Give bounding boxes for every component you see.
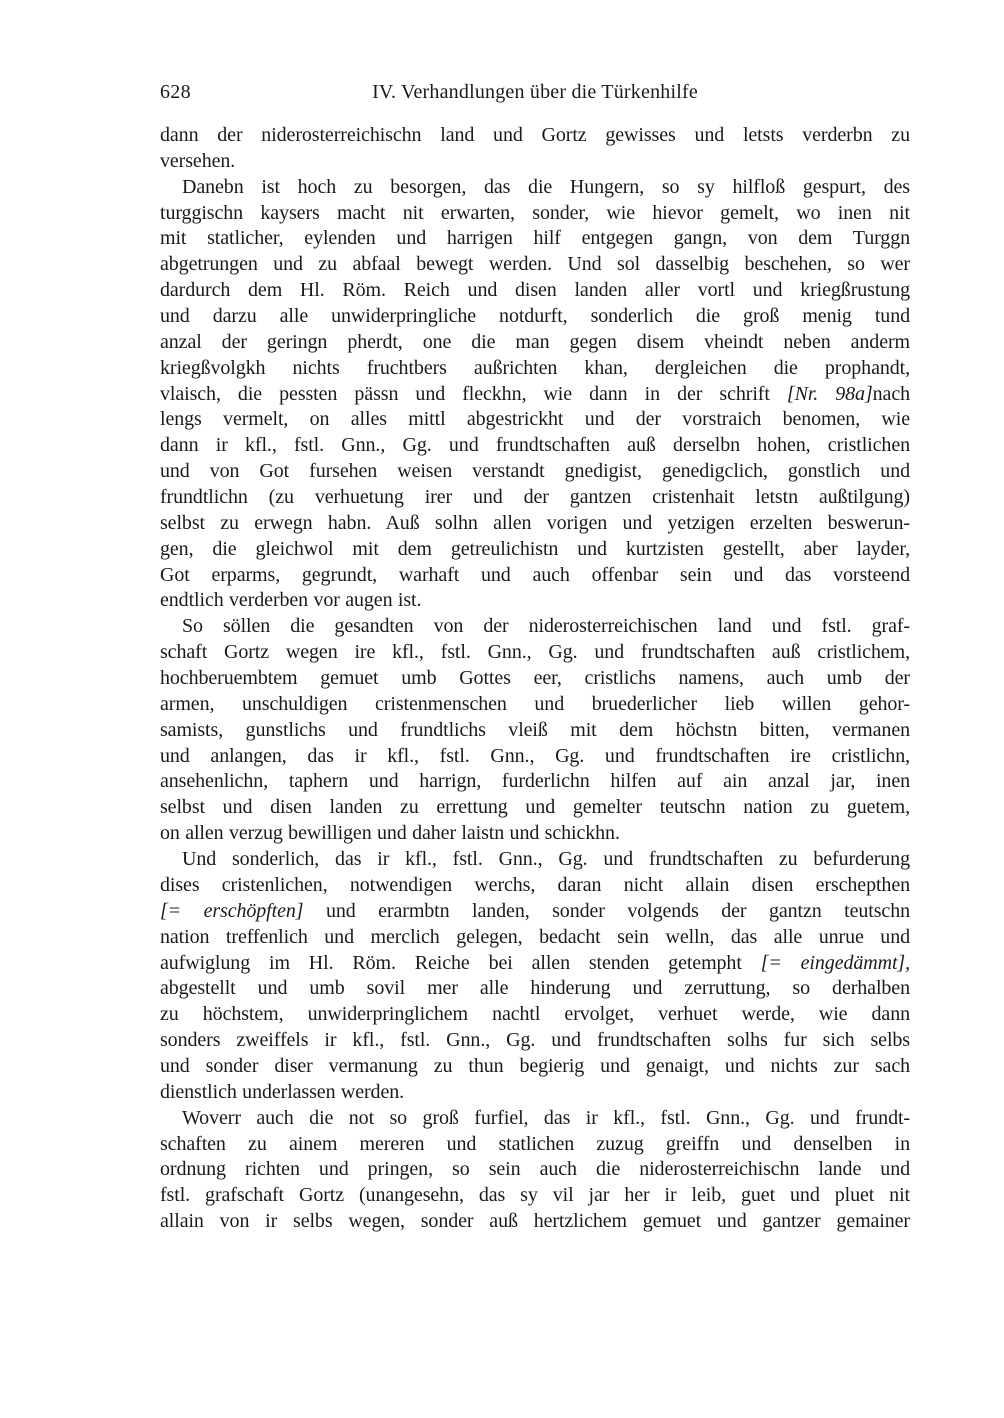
text-line bbox=[160, 459, 910, 485]
text-line bbox=[160, 1157, 910, 1183]
text-line bbox=[160, 226, 910, 252]
text-line bbox=[160, 1209, 910, 1235]
text-line bbox=[160, 1132, 910, 1158]
editorial-note-italic: [= eingedämmt], bbox=[760, 951, 910, 974]
text-run: und anlangen, das ir kfl., fstl. Gnn., Gg. und frundtschaften ire cristlichn, bbox=[160, 744, 910, 767]
text-line bbox=[160, 1080, 910, 1106]
text-run: Danebn ist hoch zu besorgen, das die Hungern, so sy hilfloß gespurt, des bbox=[182, 175, 910, 198]
text-run: lengs vermelt, on alles mittl abgestrickht und der vorstraich benomen, wie bbox=[160, 408, 910, 431]
text-run: anzal der geringn pherdt, one die man gegen disem vheindt neben anderm bbox=[160, 330, 910, 353]
text-run: ordnung richten und pringen, so sein auch die niderosterreichischn lande und bbox=[160, 1158, 910, 1181]
text-line bbox=[160, 563, 910, 589]
text-line bbox=[160, 1002, 910, 1028]
text-line bbox=[160, 640, 910, 666]
text-run: gen, die gleichwol mit dem getreulichistn und kurtzisten gestellt, aber layder, bbox=[160, 537, 910, 560]
text-run: mit statlicher, eylenden und harrigen hilf entgegen gangn, von dem Turggn bbox=[160, 227, 910, 250]
paragraph bbox=[160, 847, 910, 1106]
text-line bbox=[160, 951, 910, 977]
text-run: dann ir kfl., fstl. Gnn., Gg. und frundtschaften auß derselbn hohen, cristlichen bbox=[160, 434, 910, 457]
text-line bbox=[160, 175, 910, 201]
text-line bbox=[160, 304, 910, 330]
text-line bbox=[160, 252, 910, 278]
text-run: dienstlich underlassen werden. bbox=[160, 1080, 405, 1103]
text-line bbox=[160, 769, 910, 795]
text-line bbox=[160, 278, 910, 304]
text-run: ansehenlichn, taphern und harrign, furderlichn hilfen auf ain anzal jar, inen bbox=[160, 770, 910, 793]
text-run: frundtlichn (zu verhuetung irer und der gantzen cristenhait letstn außtilgung) bbox=[160, 486, 910, 509]
text-line bbox=[160, 666, 910, 692]
text-line bbox=[160, 149, 910, 175]
text-line bbox=[160, 201, 910, 227]
text-run: Und sonderlich, das ir kfl., fstl. Gnn., Gg. und frundtschaften zu befurderung bbox=[182, 848, 910, 871]
text-run: nach bbox=[872, 382, 911, 405]
text-run: selbst und disen landen zu errettung und gemelter teutschn nation zu guetem, bbox=[160, 796, 910, 819]
text-run: und von Got fursehen weisen verstandt gnedigist, genedigclich, gonstlich und bbox=[160, 460, 910, 483]
text-run: selbst zu erwegn habn. Auß solhn allen vorigen und yetzigen erzelten beswerun- bbox=[160, 511, 910, 534]
text-line bbox=[160, 1028, 910, 1054]
text-line bbox=[160, 511, 910, 537]
text-run: abgetrungen und zu abfaal bewegt werden. Und sol dasselbig beschehen, so wer bbox=[160, 253, 910, 276]
text-run: hochberuembtem gemuet umb Gottes eer, cristlichs namens, auch umb der bbox=[160, 667, 910, 690]
text-line bbox=[160, 1054, 910, 1080]
text-run: sonders zweiffels ir kfl., fstl. Gnn., Gg. und frundtschaften solhs fur sich selbs bbox=[160, 1029, 910, 1052]
text-run: nation treffenlich und merclich gelegen, bedacht sein welln, das alle unrue und bbox=[160, 925, 910, 948]
text-run: aufwiglung im Hl. Röm. Reiche bei allen stenden getempht bbox=[160, 951, 761, 974]
text-run: turggischn kaysers macht nit erwarten, sonder, wie hievor gemelt, wo inen nit bbox=[160, 201, 910, 224]
text-line bbox=[160, 718, 910, 744]
paragraph bbox=[160, 123, 910, 175]
text-run: abgestellt und umb sovil mer alle hinderung und zerruttung, so derhalben bbox=[160, 977, 910, 1000]
text-line bbox=[160, 795, 910, 821]
text-line bbox=[160, 614, 910, 640]
text-run: und darzu alle unwiderpringliche notdurft, sonderlich die groß menig tund bbox=[160, 305, 910, 328]
editorial-note-italic: [Nr. 98a] bbox=[786, 382, 873, 405]
text-run: versehen. bbox=[160, 149, 236, 172]
text-run: und sonder diser vermanung zu thun begierig und genaigt, und nichts zur sach bbox=[160, 1054, 910, 1077]
text-line bbox=[160, 692, 910, 718]
text-line bbox=[160, 899, 910, 925]
text-line bbox=[160, 123, 910, 149]
text-line bbox=[160, 1106, 910, 1132]
running-header-title: IV. Verhandlungen über die Türkenhilfe bbox=[372, 81, 698, 103]
text-run: on allen verzug bewilligen und daher laistn und schickhn. bbox=[160, 822, 620, 845]
text-run: samists, gunstlichs und frundtlichs vleiß mit dem höchstn bitten, vermanen bbox=[160, 718, 910, 741]
text-line bbox=[160, 330, 910, 356]
text-line bbox=[160, 821, 910, 847]
text-run: So söllen die gesandten von der niderosterreichischen land und fstl. graf- bbox=[182, 615, 910, 638]
paragraph bbox=[160, 614, 910, 847]
text-run: Woverr auch die not so groß furfiel, das ir kfl., fstl. Gnn., Gg. und frundt- bbox=[182, 1106, 910, 1129]
running-header bbox=[160, 80, 910, 104]
text-run: und erarmbtn landen, sonder volgends der gantzn teutschn bbox=[303, 899, 910, 922]
text-line bbox=[160, 847, 910, 873]
text-block bbox=[160, 123, 910, 1235]
text-run: dardurch dem Hl. Röm. Reich und disen landen aller vortl und kriegßrustung bbox=[160, 279, 910, 302]
text-line bbox=[160, 433, 910, 459]
text-run: Got erparms, gegrundt, warhaft und auch offenbar sein und das vorsteend bbox=[160, 563, 910, 586]
text-line bbox=[160, 976, 910, 1002]
text-line bbox=[160, 925, 910, 951]
text-run: endtlich verderben vor augen ist. bbox=[160, 589, 422, 612]
text-line bbox=[160, 356, 910, 382]
text-run: armen, unschuldigen cristenmenschen und bruederlicher lieb willen gehor- bbox=[160, 692, 910, 715]
text-run: zu höchstem, unwiderpringlichem nachtl ervolget, verhuet werde, wie dann bbox=[160, 1003, 910, 1026]
text-line bbox=[160, 873, 910, 899]
text-run: dann der niderosterreichischn land und Gortz gewisses und letsts verderbn zu bbox=[160, 124, 910, 146]
text-line bbox=[160, 1183, 910, 1209]
text-run: vlaisch, die pessten pässn und fleckhn, wie dann in der schrift bbox=[160, 382, 787, 405]
paragraph bbox=[160, 175, 910, 615]
paragraph bbox=[160, 1106, 910, 1235]
text-line bbox=[160, 382, 910, 408]
text-run: fstl. grafschaft Gortz (unangesehn, das sy vil jar her ir leib, guet und pluet nit bbox=[160, 1184, 910, 1207]
text-run: schaften zu ainem mereren und statlichen zuzug greiffn und denselben in bbox=[160, 1132, 910, 1155]
text-run: kriegßvolgkh nichts fruchtbers außrichten khan, dergleichen die prophandt, bbox=[160, 356, 910, 379]
text-line bbox=[160, 588, 910, 614]
text-run: allain von ir selbs wegen, sonder auß hertzlichem gemuet und gantzer gemainer bbox=[160, 1210, 910, 1233]
text-line bbox=[160, 744, 910, 770]
page-number: 628 bbox=[160, 81, 191, 103]
text-run: schaft Gortz wegen ire kfl., fstl. Gnn., Gg. und frundtschaften auß cristlichem, bbox=[160, 641, 910, 664]
text-line bbox=[160, 407, 910, 433]
text-line bbox=[160, 485, 910, 511]
text-line bbox=[160, 537, 910, 563]
text-run: dises cristenlichen, notwendigen werchs, daran nicht allain disen erschepthen bbox=[160, 873, 910, 896]
editorial-note-italic: [= erschöpften] bbox=[160, 899, 304, 922]
